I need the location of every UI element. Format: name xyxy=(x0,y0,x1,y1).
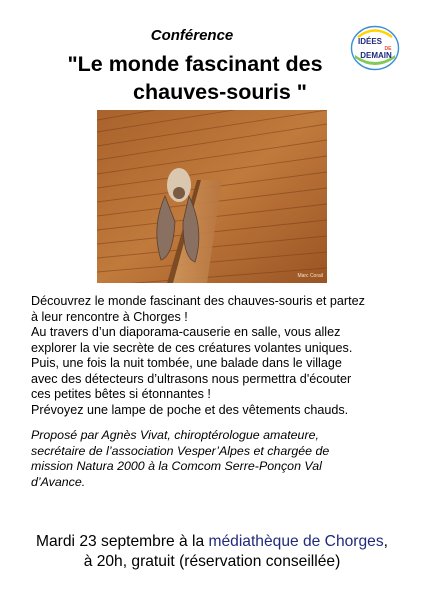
logo-word-3: DEMAIN xyxy=(360,51,392,60)
description-line: Au travers d’un diaporama-causerie en salle, vous allez xyxy=(31,325,341,339)
description-paragraph xyxy=(31,294,406,418)
credit-line: mission Natura 2000 à la Comcom Serre-Ponçon Val xyxy=(31,459,322,473)
description-line: Puis, une fois la nuit tombée, une balade dans le village xyxy=(31,356,342,370)
description-line: à leur rencontre à Chorges ! xyxy=(31,309,188,324)
speaker-credit xyxy=(31,428,406,490)
description-line: explorer la vie secrète de ces créatures volantes uniques. xyxy=(31,340,353,355)
event-date-line xyxy=(0,532,424,552)
description-line: ces petites bêtes si étonnantes ! xyxy=(31,387,211,401)
description-line: Découvrez le monde fascinant des chauves-souris et partez xyxy=(31,294,365,308)
credit-line: Proposé par Agnès Vivat, chiroptérologue amateure, xyxy=(31,428,319,442)
title-line-2: chauves-souris " xyxy=(133,80,307,104)
event-date: Mardi 23 septembre à la xyxy=(36,533,209,550)
credit-line: d’Avance. xyxy=(31,474,86,489)
description-line: Prévoyez une lampe de poche et des vêtements chauds. xyxy=(31,402,349,417)
event-details xyxy=(0,532,424,572)
description-line: avec des détecteurs d’ultrasons nous permettra d'écouter xyxy=(31,371,352,386)
header-label: Conférence xyxy=(150,27,234,44)
event-date-comma: , xyxy=(383,533,388,550)
page-title xyxy=(30,50,360,106)
bat-photo xyxy=(97,110,327,283)
logo-word-2: DE xyxy=(384,46,392,52)
logo-word-1: IDÉES xyxy=(357,37,383,46)
photo-credit: Marc Corail xyxy=(297,273,323,279)
venue-link[interactable]: médiathèque de Chorges xyxy=(208,533,384,550)
idees-de-demain-logo xyxy=(350,25,400,71)
title-line-1: "Le monde fascinant des xyxy=(67,52,323,76)
event-time-line: à 20h, gratuit (réservation conseillée) xyxy=(83,553,341,570)
credit-line: secrétaire de l’association Vesper’Alpes et chargée de xyxy=(31,443,330,458)
